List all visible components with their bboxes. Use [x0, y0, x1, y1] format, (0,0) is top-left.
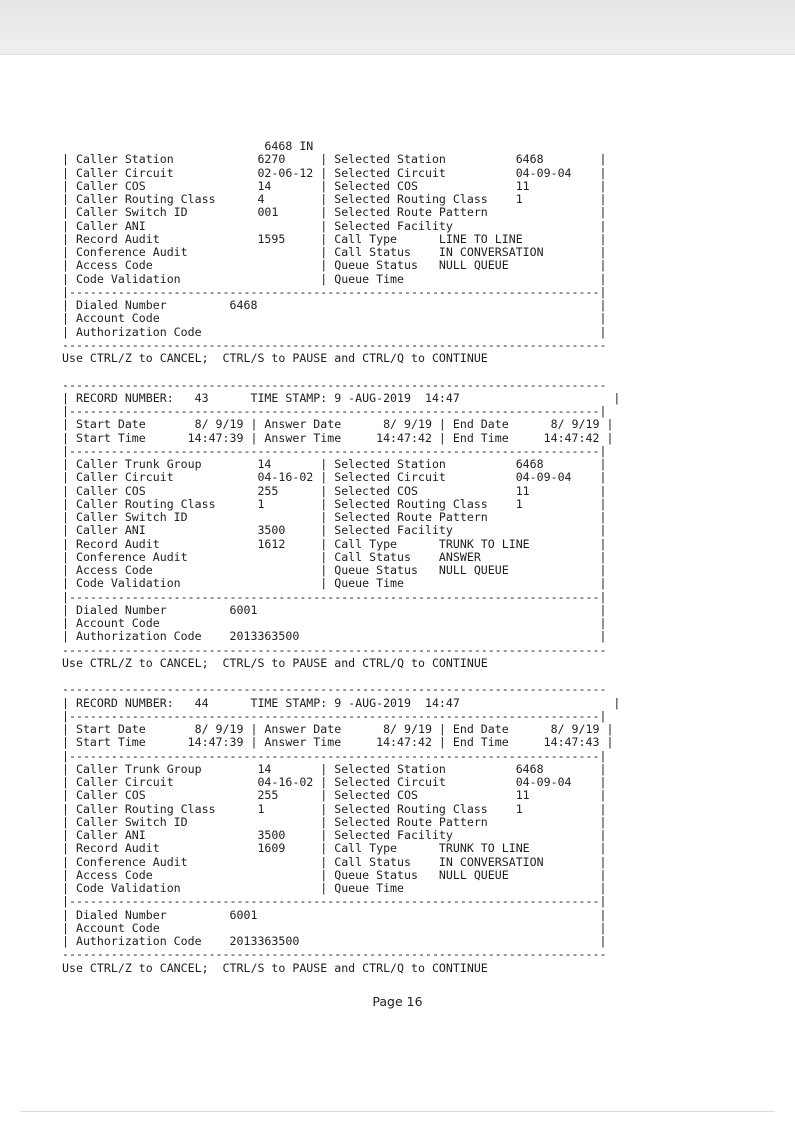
log-line: ------------------------------------------------------------------------------: [62, 947, 607, 962]
log-line: | Caller Station 6270 | Selected Station 6468 |: [62, 152, 607, 167]
log-line: |----------------------------------------------------------------------------|: [62, 284, 607, 299]
log-line: | Caller Circuit 04-16-02 | Selected Circuit 04-09-04 |: [62, 775, 607, 789]
log-line: | Conference Audit | Call Status IN CONVERSATION |: [62, 854, 607, 869]
log-line: | Authorization Code |: [62, 324, 607, 339]
log-line: | Record Audit 1609 | Call Type TRUNK TO LINE |: [62, 841, 607, 856]
log-line: ------------------------------------------------------------------------------: [62, 642, 607, 657]
log-line: | Caller Routing Class 1 | Selected Routing Class 1 |: [62, 801, 607, 816]
log-line: | Account Code |: [62, 311, 607, 326]
log-line: |----------------------------------------------------------------------------|: [62, 404, 607, 418]
log-line: Use CTRL/Z to CANCEL; CTRL/S to PAUSE and CTRL/Q to CONTINUE: [62, 960, 488, 975]
log-line: ------------------------------------------------------------------------------: [62, 682, 607, 697]
log-line: | Conference Audit | Call Status ANSWER |: [62, 549, 607, 564]
log-line: Use CTRL/Z to CANCEL; CTRL/S to PAUSE and CTRL/Q to CONTINUE: [62, 655, 488, 670]
log-line: | Caller ANI | Selected Facility |: [62, 218, 607, 233]
log-line: ------------------------------------------------------------------------------: [62, 337, 607, 352]
log-line: | Start Time 14:47:39 | Answer Time 14:47:42 | End Time 14:47:43 |: [62, 735, 614, 750]
log-line: | Access Code | Queue Status NULL QUEUE |: [62, 563, 607, 577]
log-line: | Caller Switch ID | Selected Route Pattern |: [62, 814, 607, 829]
log-line: | Account Code |: [62, 920, 607, 935]
log-line: | Code Validation | Queue Time |: [62, 576, 607, 591]
log-line: | Caller Circuit 04-16-02 | Selected Circuit 04-09-04 |: [62, 470, 607, 485]
log-line: |----------------------------------------------------------------------------|: [62, 443, 607, 458]
log-line: | Access Code | Queue Status NULL QUEUE |: [62, 867, 607, 882]
scan-top-bar: [0, 0, 795, 55]
log-line: | Conference Audit | Call Status IN CONVERSATION |: [62, 245, 607, 259]
log-line: | Caller Routing Class 1 | Selected Routing Class 1 |: [62, 496, 607, 511]
log-line: |----------------------------------------------------------------------------|: [62, 589, 607, 604]
log-line: | Account Code |: [62, 616, 607, 630]
log-line: | Caller Circuit 02-06-12 | Selected Circuit 04-09-04 |: [62, 165, 607, 180]
log-line: ------------------------------------------------------------------------------: [62, 377, 607, 392]
log-line: | RECORD NUMBER: 44 TIME STAMP: 9 -AUG-2019 14:47 |: [62, 695, 621, 710]
log-line: | Caller ANI 3500 | Selected Facility |: [62, 828, 607, 842]
log-line: | Code Validation | Queue Time |: [62, 881, 607, 895]
log-line: | Code Validation | Queue Time |: [62, 271, 607, 286]
log-line: | Caller Switch ID 001 | Selected Route Pattern |: [62, 205, 607, 220]
log-line: | Authorization Code 2013363500 |: [62, 629, 607, 644]
log-line: | Caller Trunk Group 14 | Selected Station 6468 |: [62, 457, 607, 471]
log-line: | Caller ANI 3500 | Selected Facility |: [62, 523, 607, 538]
log-line: |----------------------------------------------------------------------------|: [62, 748, 607, 763]
log-line: | Dialed Number 6468 |: [62, 298, 607, 312]
log-line: | Authorization Code 2013363500 |: [62, 934, 607, 948]
log-line: | Caller Trunk Group 14 | Selected Station 6468 |: [62, 761, 607, 776]
scan-bottom-line: [20, 1111, 775, 1112]
log-line: | Caller COS 255 | Selected COS 11 |: [62, 788, 607, 803]
log-line: | Record Audit 1595 | Call Type LINE TO LINE |: [62, 231, 607, 246]
page-number: Page 16: [372, 994, 423, 1009]
log-line: | Caller Switch ID | Selected Route Pattern |: [62, 510, 607, 524]
log-line: |----------------------------------------------------------------------------|: [62, 708, 607, 723]
log-line: | Start Date 8/ 9/19 | Answer Date 8/ 9/19 | End Date 8/ 9/19 |: [62, 722, 614, 736]
log-line: | Access Code | Queue Status NULL QUEUE |: [62, 258, 607, 273]
log-line: | Caller COS 255 | Selected COS 11 |: [62, 483, 607, 498]
log-line: Use CTRL/Z to CANCEL; CTRL/S to PAUSE and CTRL/Q to CONTINUE: [62, 351, 488, 365]
log-line: | Caller Routing Class 4 | Selected Routing Class 1 |: [62, 192, 607, 206]
call-record-log: [62, 140, 620, 975]
log-line: | Dialed Number 6001 |: [62, 602, 607, 617]
log-line: | Caller COS 14 | Selected COS 11 |: [62, 178, 607, 193]
log-line: | Record Audit 1612 | Call Type TRUNK TO LINE |: [62, 536, 607, 551]
log-line: 6468 IN: [62, 139, 314, 153]
log-line: | RECORD NUMBER: 43 TIME STAMP: 9 -AUG-2019 14:47 |: [62, 390, 621, 405]
log-line: | Start Time 14:47:39 | Answer Time 14:47:42 | End Time 14:47:42 |: [62, 430, 614, 445]
log-line: | Start Date 8/ 9/19 | Answer Date 8/ 9/19 | End Date 8/ 9/19 |: [62, 417, 614, 432]
log-line: |----------------------------------------------------------------------------|: [62, 894, 607, 909]
log-line: | Dialed Number 6001 |: [62, 907, 607, 922]
